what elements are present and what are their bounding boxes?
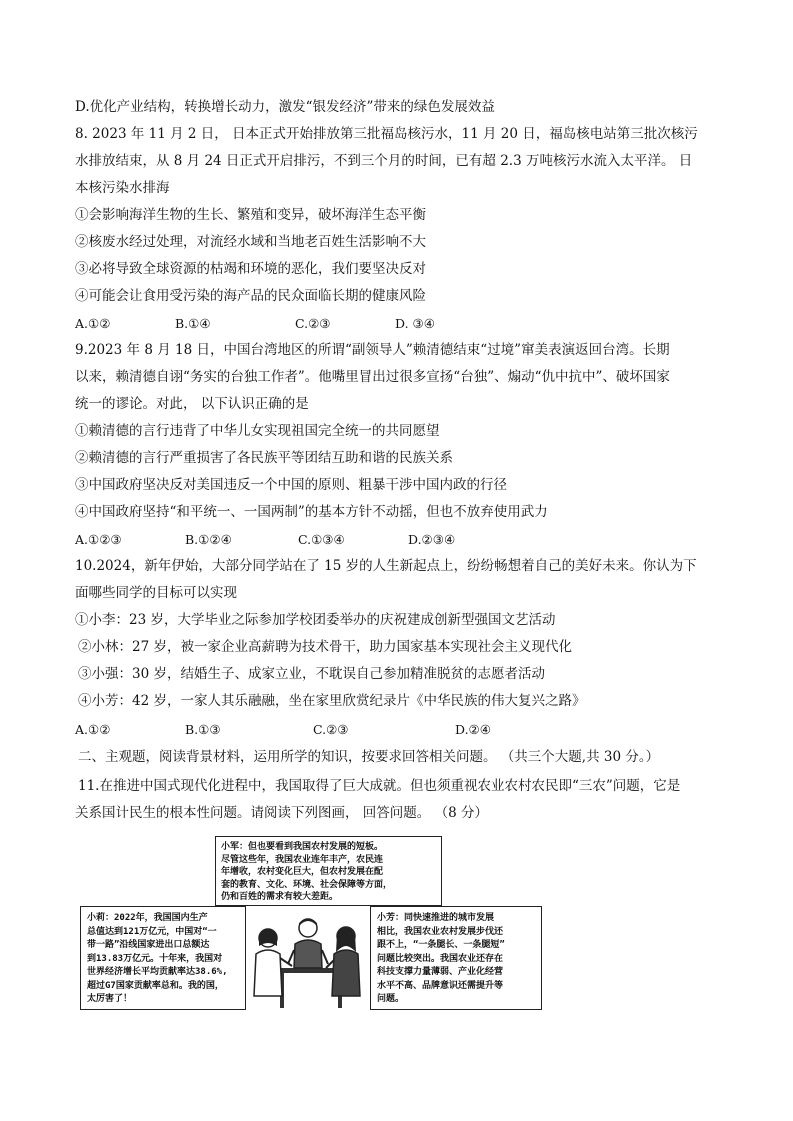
- q10-option-d: D.②④: [455, 722, 491, 737]
- q8-option-a: A.①②: [75, 316, 111, 331]
- q9-option-c: C.①③④: [298, 532, 345, 547]
- comic-illustration: [246, 906, 370, 1010]
- q10-option-b: B.①③: [185, 722, 221, 737]
- q9-item-2: ②赖清德的言行严重损害了各民族平等团结互助和谐的民族关系: [75, 450, 453, 466]
- q9-stem-line2: 以来，赖清德自诩“务实的台独工作者”。他嘴里冒出过很多宣扬“台独”、煽动“仇中抗中”、破坏国家: [75, 369, 670, 385]
- q8-item-1: ①会影响海洋生物的生长、繁殖和变异，破坏海洋生态平衡: [75, 207, 426, 223]
- q9-option-b: B.①②④: [185, 532, 232, 547]
- comic-box-xiaojun: [215, 836, 442, 906]
- q10-stem-line2: 面哪些同学的目标可以实现: [75, 585, 237, 601]
- q10-option-c: C.②③: [313, 722, 349, 737]
- xiaofang-line: 跟不上，“一条腿长、一条腿短”: [377, 940, 505, 950]
- xiaojun-line: 年增收，农村变化巨大，但农村发展在配: [221, 867, 384, 877]
- q11-stem-line1: 11.在推进中国式现代化进程中，我国取得了巨大成就。但也须重视农业农村农民即“三农”问题，它是: [78, 778, 681, 794]
- section-two-heading: 二、主观题，阅读背景材料，运用所学的知识，按要求回答相关问题。 （共三个大题,共 30 分。）: [78, 749, 660, 765]
- xiaofang-line: 水平不高、品牌意识还需提升等: [377, 980, 504, 991]
- xiaojun-line: 套的教育、文化、环境、社会保障等方面，: [221, 879, 393, 890]
- q8-stem-line2: 水排放结束，从 8 月 24 日正式开启排污，不到三个月的时间，已有超 2.3 万吨核污水流入太平洋。 日: [75, 153, 693, 169]
- xiaoli-line: 总值达到121万亿元，中国对“一: [87, 926, 217, 937]
- q9-item-4: ④中国政府坚持“和平统一、一国两制”的基本方针不动摇，但也不放弃使用武力: [75, 504, 548, 520]
- comic-box-xiaofang: [370, 906, 542, 1010]
- q8-item-3: ③必将导致全球资源的枯竭和环境的恶化，我们要坚决反对: [75, 261, 426, 277]
- xiaofang-line: 科技支撑力量薄弱、产业化经营: [377, 967, 504, 977]
- xiaofang-line: 相比，我国农业农村发展步伐还: [377, 926, 504, 937]
- q10-item-4: ④小芳：42 岁，一家人其乐融融，坐在家里欣赏纪录片《中华民族的伟大复兴之路》: [78, 693, 586, 709]
- xiaofang-line: 问题比较突出。我国农业还存在: [377, 953, 504, 964]
- q8-stem-line1: 8. 2023 年 11 月 2 日， 日本正式开始排放第三批福岛核污水，11 月 20 日，福岛核电站第三批次核污: [75, 126, 698, 142]
- xiaojun-line: 尽管这些年，我国农业连年丰产，农民连: [221, 854, 384, 865]
- xiaoli-line: 太厉害了！: [87, 994, 133, 1004]
- option-d-line: D.优化产业结构，转换增长动力，激发“银发经济”带来的绿色发展效益: [75, 99, 495, 115]
- q10-stem-line1: 10.2024，新年伊始，大部分同学站在了 15 岁的人生新起点上，纷纷畅想着自己的美好未来。你认为下: [75, 558, 697, 574]
- q8-item-2: ②核废水经过处理，对流经水域和当地老百姓生活影响不大: [75, 234, 426, 250]
- q10-item-1: ①小李：23 岁，大学毕业之际参加学校团委举办的庆祝建成创新型强国文艺活动: [75, 612, 556, 628]
- q8-option-b: B.①④: [175, 316, 211, 331]
- q8-stem-line3: 本核污染水排海: [75, 180, 170, 196]
- q9-stem-line1: 9.2023 年 8 月 18 日，中国台湾地区的所谓“副领导人”赖清德结束“过境”窜美表演返回台湾。长期: [75, 342, 670, 358]
- comic-box-xiaoli: [80, 906, 246, 1010]
- xiaofang-line: 小芳：同快速推进的城市发展: [377, 913, 495, 923]
- xiaoli-line: 带一路”沿线国家进出口总额达: [87, 940, 210, 950]
- q10-item-3: ③小强：30 岁，结婚生子、成家立业，不耽误自己参加精准脱贫的志愿者活动: [78, 666, 545, 682]
- xiaoli-line: 小莉：2022年，我国国内生产: [87, 913, 208, 923]
- q10-option-a: A.①②: [75, 722, 111, 737]
- xiaojun-line: 小军：但也要看到我国农村发展的短板。: [221, 842, 384, 852]
- q8-option-c: C.②③: [295, 316, 331, 331]
- q9-option-a: A.①②③: [75, 532, 122, 547]
- three-students-drawing: [246, 906, 370, 1010]
- q10-item-2: ②小林：27 岁，被一家企业高薪聘为技术骨干，助力国家基本实现社会主义现代化: [78, 639, 572, 655]
- xiaoli-line: 世界经济增长平均贡献率达38.6%,: [87, 967, 228, 977]
- q8-option-d: D. ③④: [395, 316, 435, 331]
- q11-stem-line2: 关系国计民生的根本性问题。请阅读下列图画， 回答问题。 （8 分）: [75, 805, 488, 821]
- xiaojun-line: 仍和百姓的需求有较大差距。: [221, 892, 339, 902]
- xiaoli-line: 超过G7国家贡献率总和。我的国，: [87, 980, 224, 991]
- q8-item-4: ④可能会让食用受污染的海产品的民众面临长期的健康风险: [75, 288, 426, 304]
- xiaofang-line: 问题。: [377, 994, 405, 1004]
- q9-item-1: ①赖清德的言行违背了中华儿女实现祖国完全统一的共同愿望: [75, 423, 440, 439]
- q9-option-d: D.②③④: [408, 532, 456, 547]
- xiaoli-line: 到13.83万亿元。十年来，我国对: [87, 953, 223, 964]
- q9-stem-line3: 统一的谬论。对此， 以下认识正确的是: [75, 396, 309, 412]
- q9-item-3: ③中国政府坚决反对美国违反一个中国的原则、粗暴干涉中国内政的行径: [75, 477, 507, 493]
